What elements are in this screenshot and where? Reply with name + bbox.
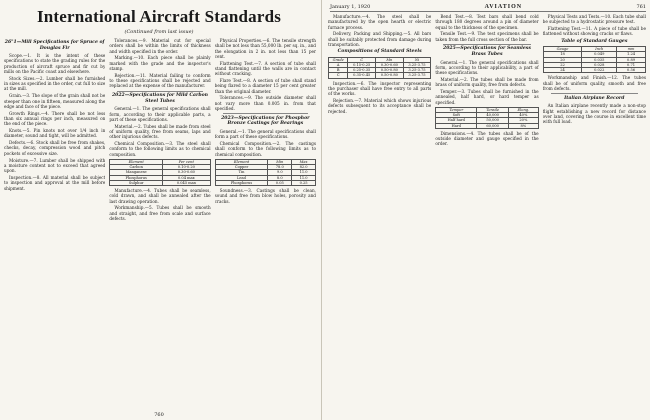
section-heading: 2025—Specifications for Seamless Brass Tubes xyxy=(443,46,531,58)
table-cell: 40,000 xyxy=(477,113,509,118)
table-row xyxy=(436,123,538,128)
paragraph: General.—1. The general specifications shall form, according to their applicable parts, a part of these specifications. xyxy=(109,106,211,122)
table-cell: 0.15-0.25 xyxy=(348,63,376,68)
paragraph: Moisture.—7. Lumber shall be shipped with a moisture content not to exceed that agreed upon. xyxy=(4,157,106,174)
table-cell: 0.045 max xyxy=(163,180,211,185)
gauge-table xyxy=(543,46,646,73)
table-cell: 0.30-0.60 xyxy=(163,170,211,175)
table-header-cell: C xyxy=(348,57,376,62)
paragraph: Flare Test.—8. A section of tube shall stand being flared to a diameter 15 per cent greater than the original diameter. xyxy=(214,78,316,94)
paragraph: Delivery, Packing and Shipping.—5. All bars shall be suitably protected from damage during transportation. xyxy=(328,31,432,47)
table-header-cell: Grade xyxy=(329,57,348,62)
left-columns xyxy=(4,38,316,410)
paragraph: Physical Tests and Tests.—10. Each tube shall be subjected to a hydrostatic pressure test. xyxy=(542,14,646,25)
paragraph: Knots.—5. Pin knots not over 1/4 inch in diameter, sound and tight, will be admitted. xyxy=(4,128,106,139)
page-number: 760 xyxy=(154,412,164,418)
table-cell: 0.30-0.60 xyxy=(376,63,404,68)
table-row xyxy=(110,180,210,185)
table-header-cell: Ni xyxy=(403,57,431,62)
table-cell: Phosphorus xyxy=(215,180,268,185)
right-column-2 xyxy=(435,14,538,414)
table-row xyxy=(543,68,645,73)
left-column-3 xyxy=(215,38,316,410)
table-cell: 1.24 xyxy=(617,52,646,57)
issue-date: January 1, 1920 xyxy=(330,4,371,10)
table-cell: 0.10-0.20 xyxy=(163,165,211,170)
running-header xyxy=(330,3,646,12)
table-cell: Hard xyxy=(436,123,477,128)
table-header-cell: Element xyxy=(215,160,268,165)
table-cell: 50,000 xyxy=(477,118,509,123)
paragraph: Grain.—3. The slope of the grain shall not be steeper than one in fifteen, measured along the edge and face of the piece. xyxy=(4,93,106,109)
table-cell: 0.028 xyxy=(582,62,617,67)
table-cell: Manganese xyxy=(110,170,163,175)
table-cell: 20% xyxy=(509,118,539,123)
paragraph: Chemical Composition.—2. The castings shall conform to the following limits as to chemical composition. xyxy=(214,141,316,157)
table-header-cell: Elong. xyxy=(509,108,539,113)
paragraph: General.—1. The general specifications shall form a part of these specifications. xyxy=(214,129,316,140)
right-column-1 xyxy=(328,14,431,414)
paragraph: Rejection.—7. Material which shows injurious defects subsequent to its acceptance shall be rejected. xyxy=(328,98,432,114)
table-caption: Compositions of Standard Steels xyxy=(337,49,422,55)
table-cell: C xyxy=(329,73,348,78)
table-cell: 18 xyxy=(543,52,582,57)
section-rule xyxy=(551,93,638,94)
paragraph: General.—1. The general specifications shall form, according to their applicability, a part of these specifications. xyxy=(435,59,539,76)
table-cell: 0.25-0.35 xyxy=(348,68,376,73)
paragraph: Chemical Composition.—3. The steel shall conform to the following limits as to chemical composition. xyxy=(109,141,211,157)
paragraph: Dimensions.—4. The tubes shall be of the outside diameter and gauge specified in the order. xyxy=(435,130,539,147)
section-rule xyxy=(443,44,530,45)
table-cell: Sulphur xyxy=(110,180,163,185)
paragraph: Flattening Test.—11. A piece of tube shall be flattened without showing cracks or flaws. xyxy=(542,26,646,37)
right-column-3 xyxy=(543,14,646,414)
left-column-1 xyxy=(4,38,105,410)
table-header-cell: Element xyxy=(110,160,163,165)
table-cell: 8% xyxy=(509,123,539,128)
right-columns xyxy=(328,14,646,414)
paragraph: Material.—2. The tubes shall be made from brass of uniform quality, free from defects. xyxy=(435,77,539,88)
paragraph: Inspection.—8. All material shall be subject to inspection and approval at the mill before shipment. xyxy=(4,174,106,191)
paragraph: Soundness.—3. Castings shall be clean, sound and free from blow holes, porosity and cracks. xyxy=(214,188,316,204)
table-header-cell: mm xyxy=(617,47,646,52)
table-row xyxy=(329,73,431,78)
table-header-cell: Inch xyxy=(582,47,617,52)
table-header-cell: Per cent xyxy=(163,160,211,165)
table-cell: 60,000 xyxy=(477,123,509,128)
paragraph: Tensile Test.—9. The test specimens shall be taken from the full cross section of the bar. xyxy=(435,31,539,42)
paragraph: Defects.—6. Stock shall be free from shakes, checks, decay, compression wood and pitch pockets of excessive size. xyxy=(4,140,106,156)
table-cell: Copper xyxy=(215,165,268,170)
table-cell: 0.35-0.45 xyxy=(348,73,376,78)
section-heading: 2023—Specifications for Phosphor Bronze Castings for Bearings xyxy=(221,115,310,127)
table-cell: Half hard xyxy=(436,118,477,123)
table-cell: Soft xyxy=(436,113,477,118)
paragraph: Bend Test.—8. Test bars shall bend cold through 180 degrees around a pin of diameter equal to the thickness of the specimen. xyxy=(435,14,539,30)
table-cell: 0.05 xyxy=(268,180,292,185)
left-column-2 xyxy=(109,38,210,410)
composition-table xyxy=(109,159,210,186)
steel-composition-table xyxy=(328,57,431,79)
article-subtitle: (Continued from last issue) xyxy=(124,29,194,35)
table-cell: Lead xyxy=(215,175,268,180)
paragraph: Tolerances.—9. Material cut for special orders shall be within the limits of thickness and width specified in the order. xyxy=(109,38,211,54)
table-cell: 40% xyxy=(509,113,539,118)
paragraph: Stock Sizes.—2. Lumber shall be furnished in sizes as specified in the order, cut full to size at the mill. xyxy=(4,75,106,92)
table-cell: 24 xyxy=(543,68,582,73)
paragraph: Tolerances.—9. The outside diameter shall not vary more than 0.005 in. from that specified. xyxy=(214,95,316,112)
bronze-composition-table xyxy=(215,159,316,186)
table-cell: 0.71 xyxy=(617,62,646,67)
table-header-row xyxy=(543,47,645,52)
table-cell: 3.25-3.75 xyxy=(403,63,431,68)
page-gutter xyxy=(321,0,322,420)
section-heading: 26"1—Mill Specifications for Spruce of Douglas Fir xyxy=(4,40,105,51)
section-rule xyxy=(223,113,308,114)
table-header-cell: Min xyxy=(268,160,292,165)
table-row xyxy=(215,180,315,185)
article-title: International Aircraft Standards xyxy=(36,7,282,26)
table-cell: 0.04 max xyxy=(163,175,211,180)
section-heading: 2022—Specifications for Mild Carbon Steel Tubes xyxy=(111,93,209,104)
table-cell: Carbon xyxy=(110,165,163,170)
table-cell: 11.0 xyxy=(292,175,316,180)
table-header-cell: Temper xyxy=(436,108,477,113)
paragraph: Growth Rings.—4. There shall be not less than six annual rings per inch, measured on the end of the piece. xyxy=(4,110,106,127)
table-cell: 9.0 xyxy=(268,170,292,175)
table-header-cell: Gauge xyxy=(543,47,582,52)
table-cell: 0.50-0.80 xyxy=(376,73,404,78)
paragraph: Material.—2. Tubes shall be made from steel of uniform quality, free from seams, laps and other injurious defects. xyxy=(109,123,211,140)
section-rule xyxy=(117,91,202,92)
paragraph: Flattening Test.—7. A section of tube shall stand flattening until the walls are in contact without cracking. xyxy=(214,60,316,77)
paragraph: Temper.—3. Tubes shall be furnished in the annealed, half hard, or hard temper as specified. xyxy=(435,89,539,105)
table-cell: 0.50-0.80 xyxy=(376,68,404,73)
table-cell: 0.022 xyxy=(582,68,617,73)
table-cell: 3.25-3.75 xyxy=(403,68,431,73)
table-header-row xyxy=(436,108,538,113)
table-cell: 78.0 xyxy=(268,165,292,170)
paragraph: Manufacture.—4. The steel shall be manufactured by the open hearth or electric furnace process. xyxy=(328,14,432,30)
paragraph: Inspection.—6. The inspector representing the purchaser shall have free entry to all parts of the works. xyxy=(328,80,432,97)
table-cell: 0.56 xyxy=(617,68,646,73)
table-cell: 82.0 xyxy=(292,165,316,170)
right-page xyxy=(326,0,650,420)
brass-properties-table xyxy=(435,107,538,129)
table-cell: 20 xyxy=(543,57,582,62)
table-cell: 8.0 xyxy=(268,175,292,180)
table-cell: 0.035 xyxy=(582,57,617,62)
table-cell: 0.049 xyxy=(582,52,617,57)
table-cell: B xyxy=(329,68,348,73)
paragraph: An Italian airplane recently made a non-stop flight establishing a new record for distance over land, covering the course in excellent time with full load. xyxy=(542,103,646,125)
table-cell: 3.25-3.75 xyxy=(403,73,431,78)
table-header-cell: Max xyxy=(292,160,316,165)
page-number: 761 xyxy=(636,4,646,10)
table-cell: 0.25 xyxy=(292,180,316,185)
table-header-cell: Tensile xyxy=(477,108,509,113)
magazine-name: AVIATION xyxy=(484,4,523,10)
paragraph: Scope.—1. It is the intent of these specifications to state the grading rules for the production of aircraft spruce and fir cut by mills on the Pacific coast and elsewhere. xyxy=(4,53,106,75)
table-row xyxy=(436,118,538,123)
table-cell: A xyxy=(329,63,348,68)
table-cell: Phosphorus xyxy=(110,175,163,180)
table-cell: Tin xyxy=(215,170,268,175)
section-heading: Italian Airplane Record xyxy=(564,95,625,101)
table-caption: Table of Standard Gauges xyxy=(561,38,628,44)
paragraph: Workmanship and Finish.—12. The tubes shall be of uniform quality, smooth and free from defects. xyxy=(542,75,646,91)
paragraph: Physical Properties.—6. The tensile strength shall be not less than 55,000 lb. per sq. in., and the elongation in 2 in. not less than 15 per cent. xyxy=(214,38,316,59)
table-cell: 11.0 xyxy=(292,170,316,175)
table-cell: 22 xyxy=(543,62,582,67)
table-header-cell: Mn xyxy=(376,57,404,62)
paragraph: Marking.—10. Each piece shall be plainly marked with the grade and the inspector's stamp. xyxy=(109,55,211,71)
paragraph: Rejection.—11. Material failing to conform to these specifications shall be rejected and replaced at the expense of the manufacturer. xyxy=(109,72,211,89)
paragraph: Manufacture.—4. Tubes shall be seamless, cold drawn, and shall be annealed after the last drawing operation. xyxy=(109,188,211,204)
left-page xyxy=(0,0,318,420)
paragraph: Workmanship.—5. Tubes shall be smooth and straight, and free from scale and surface defects. xyxy=(109,205,211,222)
table-cell: 0.89 xyxy=(617,57,646,62)
